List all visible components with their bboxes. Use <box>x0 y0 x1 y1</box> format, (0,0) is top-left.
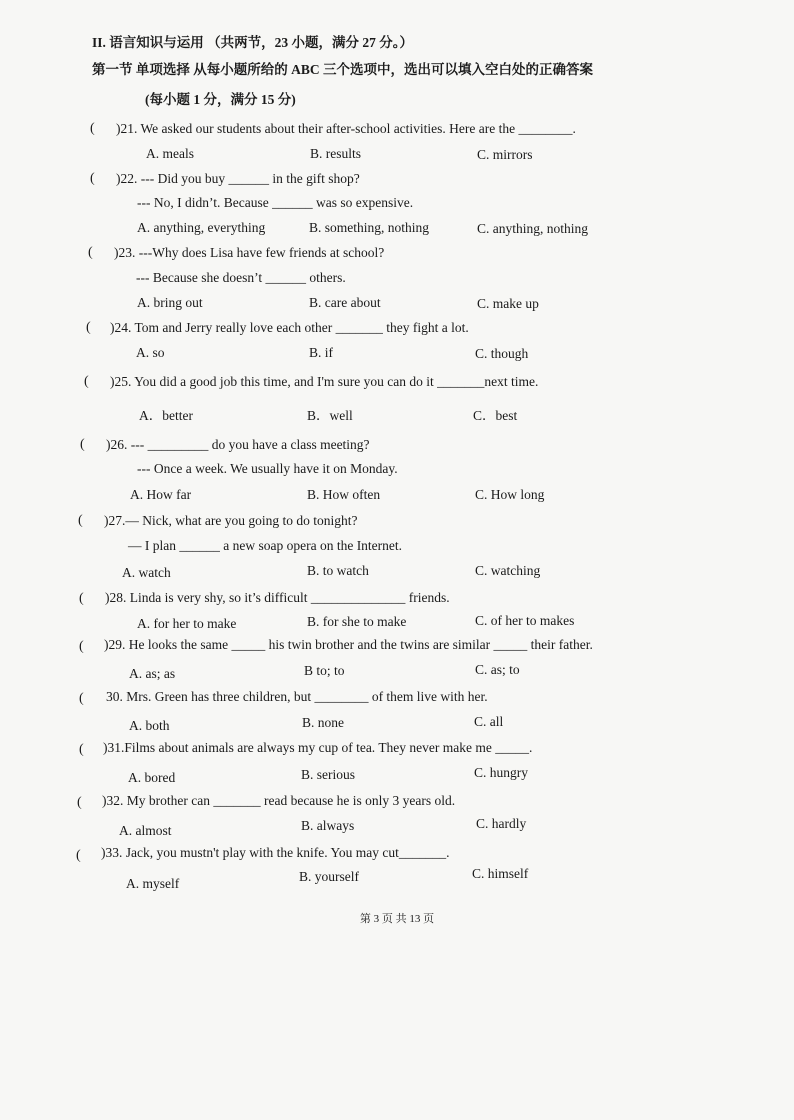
option-a: A. myself <box>126 876 180 891</box>
answer-bracket[interactable]: ( <box>90 121 95 136</box>
option-a: A. How far <box>130 487 192 502</box>
option-a: A. both <box>129 718 170 733</box>
option-c: C. hungry <box>474 765 528 780</box>
option-a: A. for her to make <box>137 616 237 631</box>
option-b: B. for she to make <box>307 614 407 629</box>
option-b: B. serious <box>301 767 355 782</box>
option-c: C. anything, nothing <box>477 221 588 236</box>
option-c: C. mirrors <box>477 147 533 162</box>
answer-bracket[interactable]: ( <box>86 320 91 335</box>
option-a: A. meals <box>146 146 194 161</box>
option-b: B. none <box>302 715 344 730</box>
option-b: B. something, nothing <box>309 220 430 235</box>
option-c: C. watching <box>475 563 541 578</box>
answer-bracket[interactable]: ( <box>79 691 84 706</box>
option-c: C. of her to makes <box>475 613 575 628</box>
answer-bracket[interactable]: ( <box>78 513 83 528</box>
question-stem: )26. --- _________ do you have a class meeting? <box>106 437 370 452</box>
question-stem: )24. Tom and Jerry really love each other _______ they fight a lot. <box>110 320 469 335</box>
option-b: B. care about <box>309 295 381 310</box>
question-stem: )28. Linda is very shy, so it’s difficult ______________ friends. <box>105 590 450 605</box>
question-stem-response: --- No, I didn’t. Because ______ was so expensive. <box>137 195 414 210</box>
question-stem: )27.— Nick, what are you going to do tonight? <box>104 513 358 528</box>
question-stem: )25. You did a good job this time, and I'm sure you can do it _______next time. <box>110 374 539 389</box>
answer-bracket[interactable]: ( <box>84 374 89 389</box>
option-c: C. though <box>475 346 529 361</box>
question-stem: )33. Jack, you mustn't play with the knife. You may cut_______. <box>101 845 450 860</box>
answer-bracket[interactable]: ( <box>79 742 84 757</box>
option-a: A. bored <box>128 770 176 785</box>
question-stem-response: — I plan ______ a new soap opera on the Internet. <box>128 538 403 553</box>
option-b: B. results <box>310 146 362 161</box>
answer-bracket[interactable]: ( <box>79 639 84 654</box>
option-a: A．better <box>139 408 193 423</box>
question-stem-response: --- Once a week. We usually have it on Monday. <box>137 461 398 476</box>
answer-bracket[interactable]: ( <box>76 848 81 863</box>
question-stem: 30. Mrs. Green has three children, but ________ of them live with her. <box>106 689 488 704</box>
option-b: B. How often <box>307 487 381 502</box>
option-c: C. himself <box>472 866 529 881</box>
section-title: II. 语言知识与运用 （共两节，23 小题，满分 27 分。） <box>92 35 414 50</box>
option-b: B. yourself <box>299 869 359 884</box>
option-b: B. always <box>301 818 355 833</box>
question-stem: )23. ---Why does Lisa have few friends at school? <box>114 245 385 260</box>
answer-bracket[interactable]: ( <box>77 795 82 810</box>
option-c: C. make up <box>477 296 539 311</box>
option-b: B to; to <box>304 663 345 678</box>
option-a: A. so <box>136 345 165 360</box>
question-stem: )22. --- Did you buy ______ in the gift shop? <box>116 171 360 186</box>
option-a: A. watch <box>122 565 171 580</box>
option-b: B. to watch <box>307 563 369 578</box>
option-b: B. if <box>309 345 334 360</box>
question-stem: )29. He looks the same _____ his twin brother and the twins are similar _____ their father. <box>104 637 593 652</box>
option-a: A. bring out <box>137 295 203 310</box>
answer-bracket[interactable]: ( <box>79 591 84 606</box>
question-stem: )21. We asked our students about their after-school activities. Here are the ________. <box>116 121 576 136</box>
option-a: A. anything, everything <box>137 220 266 235</box>
question-stem: )31.Films about animals are always my cup of tea. They never make me _____. <box>103 740 533 755</box>
option-a: A. as; as <box>129 666 176 681</box>
part-title: 第一节 单项选择 从每小题所给的 ABC 三个选项中，选出可以填入空白处的正确答案 <box>92 62 594 77</box>
option-c: C. hardly <box>476 816 527 831</box>
option-c: C. How long <box>475 487 545 502</box>
option-c: C. as; to <box>475 662 520 677</box>
question-stem: )32. My brother can _______ read because he is only 3 years old. <box>102 793 456 808</box>
answer-bracket[interactable]: ( <box>88 245 93 260</box>
answer-bracket[interactable]: ( <box>80 437 85 452</box>
option-a: A. almost <box>119 823 172 838</box>
option-b: B．well <box>307 408 353 423</box>
question-stem-response: --- Because she doesn’t ______ others. <box>136 270 346 285</box>
answer-bracket[interactable]: ( <box>90 171 95 186</box>
part-scoring: (每小题 1 分，满分 15 分) <box>145 92 296 107</box>
option-c: C. all <box>474 714 504 729</box>
option-c: C．best <box>473 408 518 423</box>
page-number-footer: 第 3 页 共 13 页 <box>359 913 435 925</box>
